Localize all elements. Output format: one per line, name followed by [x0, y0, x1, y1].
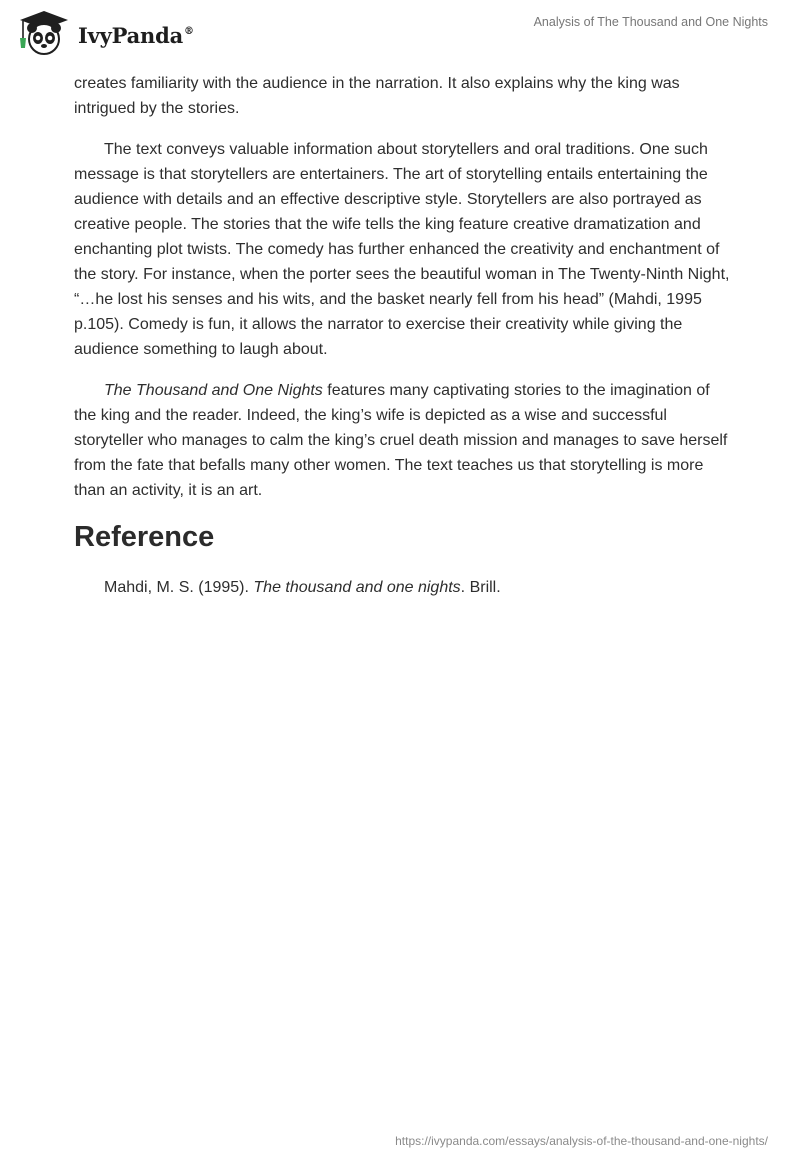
reference-author: Mahdi, M. S. (1995). — [104, 579, 254, 596]
document-title: Analysis of The Thousand and One Nights — [533, 15, 768, 29]
reference-heading: Reference — [74, 521, 215, 553]
registered-mark: ® — [184, 25, 194, 37]
reference-publisher: . Brill. — [460, 579, 501, 596]
logo-text — [78, 23, 194, 48]
essay-content — [74, 71, 734, 600]
site-logo[interactable] — [14, 8, 194, 58]
panda-graduate-icon — [14, 8, 74, 58]
book-title: The Thousand and One Nights — [104, 382, 323, 399]
paragraph-conclusion-text: features many captivating stories to the imagination of the king and the reader. Indeed, the king’s wife is depicted as a wise and successful storyteller who manages to calm the king’s cruel death mission and manages to save herself from the fate that befalls many other women. The text teaches us that storytelling is more than an activity, it is an art. — [74, 382, 728, 499]
paragraph-storytellers: The text conveys valuable information about storytellers and oral traditions. One such message is that storytellers are entertainers. The art of storytelling entails entertaining the audience with details and an effective descriptive style. Storytellers are also portrayed as creative people. The stories that the wife tells the king feature creative dramatization and enchanting plot twists. The comedy has further enhanced the creativity and enchantment of the story. For instance, when the porter sees the beautiful woman in The Twenty-Ninth Night, “…he lost his senses and his wits, and the basket nearly fell from his head” (Mahdi, 1995 p.105). Comedy is fun, it allows the narrator to exercise their creativity while giving the audience something to laugh about. — [74, 141, 730, 358]
logo-wordmark: IvyPanda — [78, 22, 184, 48]
paragraph-conclusion — [74, 378, 734, 503]
reference-title: The thousand and one nights — [253, 579, 461, 596]
footer-url[interactable]: https://ivypanda.com/essays/analysis-of-the-thousand-and-one-nights/ — [395, 1134, 768, 1148]
paragraph-continuation: creates familiarity with the audience in the narration. It also explains why the king was intrigued by the stories. — [74, 75, 680, 117]
reference-entry — [74, 576, 734, 600]
